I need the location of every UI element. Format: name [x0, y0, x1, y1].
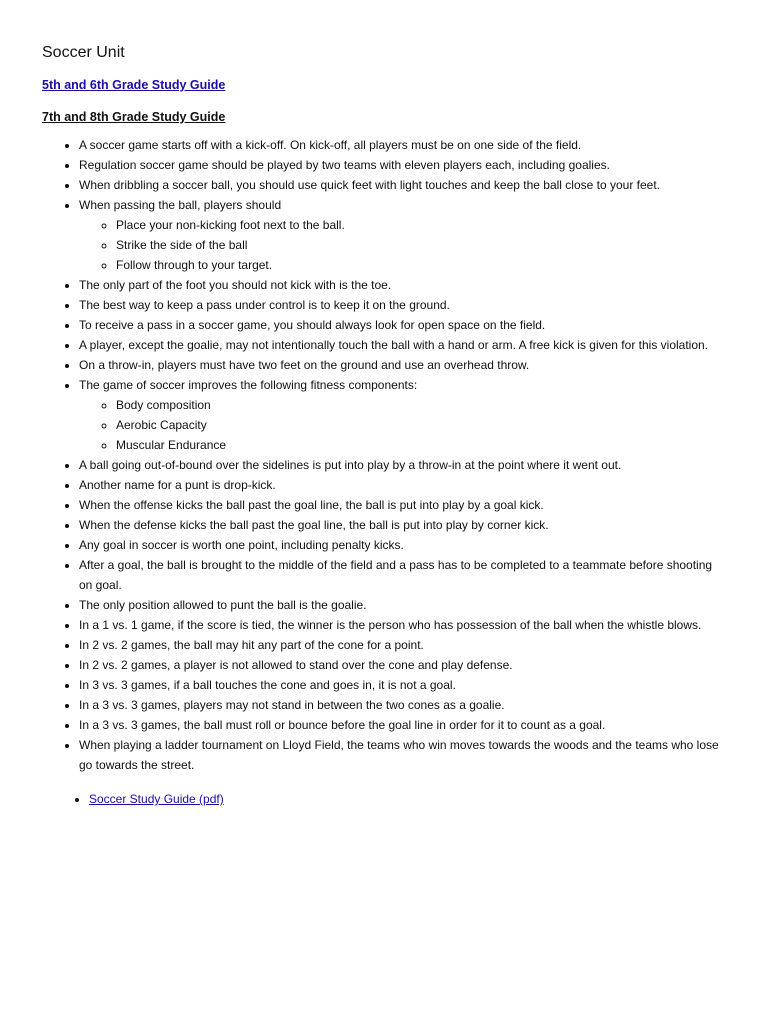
- attachment-item: [89, 789, 768, 809]
- list-item: • To receive a pass in a soccer game, you should always look for open space on the field.: [79, 315, 719, 335]
- attachment-list: [42, 789, 768, 809]
- list-item: • The only part of the foot you should not kick with is the toe.: [79, 275, 719, 295]
- sub-list-item: ◦ Strike the side of the ball: [116, 235, 719, 255]
- list-item-fitness: [79, 375, 719, 455]
- list-item: • In a 3 vs. 3 games, players may not stand in between the two cones as a goalie.: [79, 695, 719, 715]
- soccer-study-guide-pdf-link[interactable]: Soccer Study Guide (pdf): [89, 792, 224, 806]
- list-item: • Regulation soccer game should be played by two teams with eleven players each, including goalies.: [79, 155, 719, 175]
- fitness-sub-list: [79, 395, 719, 455]
- sub-list-item: ◦ Place your non-kicking foot next to the ball.: [116, 215, 719, 235]
- page-title: Soccer Unit: [42, 44, 125, 61]
- list-item: • The best way to keep a pass under control is to keep it on the ground.: [79, 295, 719, 315]
- heading-7th-8th-grade-study-guide: 7th and 8th Grade Study Guide: [42, 110, 226, 124]
- list-item: • After a goal, the ball is brought to the middle of the field and a pass has to be completed to a teammate before shooting on goal.: [79, 555, 719, 595]
- list-item: • When dribbling a soccer ball, you should use quick feet with light touches and keep the ball close to your feet.: [79, 175, 719, 195]
- list-item: • When the defense kicks the ball past the goal line, the ball is put into play by corner kick.: [79, 515, 719, 535]
- sub-list-item: ◦ Body composition: [116, 395, 719, 415]
- list-item: • In 3 vs. 3 games, if a ball touches the cone and goes in, it is not a goal.: [79, 675, 719, 695]
- list-item: • In a 1 vs. 1 game, if the score is tied, the winner is the person who has possession of the ball when the whistle blows.: [79, 615, 719, 635]
- list-item: • Any goal in soccer is worth one point, including penalty kicks.: [79, 535, 719, 555]
- list-item: • The only position allowed to punt the ball is the goalie.: [79, 595, 719, 615]
- list-item-passing: [79, 195, 719, 275]
- link-5th-6th-grade-study-guide[interactable]: 5th and 6th Grade Study Guide: [42, 78, 226, 92]
- list-item: • A player, except the goalie, may not intentionally touch the ball with a hand or arm. A free kick is given for this violation.: [79, 335, 719, 355]
- list-item: • Another name for a punt is drop-kick.: [79, 475, 719, 495]
- list-item: • In 2 vs. 2 games, a player is not allowed to stand over the cone and play defense.: [79, 655, 719, 675]
- list-item: • A ball going out-of-bound over the sidelines is put into play by a throw-in at the point where it went out.: [79, 455, 719, 475]
- list-item: • A soccer game starts off with a kick-off. On kick-off, all players must be on one side of the field.: [79, 135, 719, 155]
- list-item: • When the offense kicks the ball past the goal line, the ball is put into play by a goal kick.: [79, 495, 719, 515]
- sub-list-item: ◦ Follow through to your target.: [116, 255, 719, 275]
- list-item: • When playing a ladder tournament on Lloyd Field, the teams who win moves towards the woods and the teams who lose go towards the street.: [79, 735, 719, 775]
- list-item-text: When passing the ball, players should: [79, 198, 282, 212]
- sub-list-item: ◦ Aerobic Capacity: [116, 415, 719, 435]
- sub-list-item: ◦ Muscular Endurance: [116, 435, 719, 455]
- list-item-text: The game of soccer improves the following fitness components:: [79, 378, 418, 392]
- list-item: • In 2 vs. 2 games, the ball may hit any part of the cone for a point.: [79, 635, 719, 655]
- study-guide-list: [42, 135, 719, 775]
- list-item: • On a throw-in, players must have two feet on the ground and use an overhead throw.: [79, 355, 719, 375]
- list-item: • In a 3 vs. 3 games, the ball must roll or bounce before the goal line in order for it to count as a goal.: [79, 715, 719, 735]
- passing-sub-list: [79, 215, 719, 275]
